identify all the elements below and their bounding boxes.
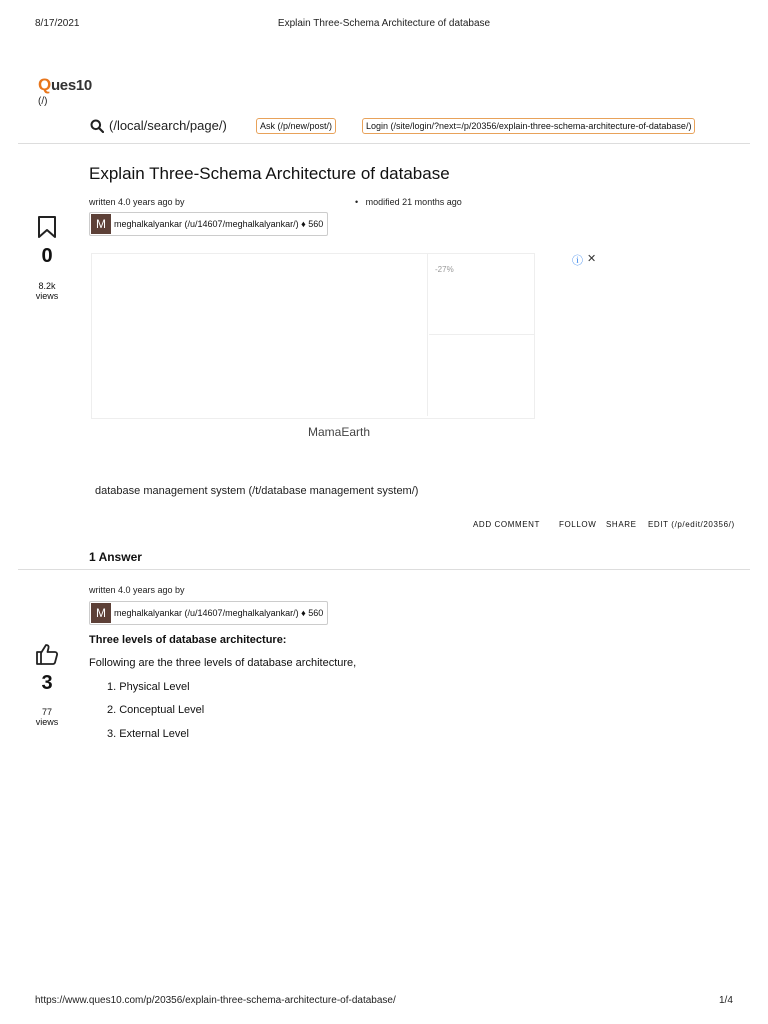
ad-image-side-top xyxy=(429,254,534,335)
author-name: meghalkalyankar (/u/14607/meghalkalyankar/) ♦ 560 xyxy=(114,219,324,229)
answers-count: 1 Answer xyxy=(89,550,142,564)
ad-controls xyxy=(572,252,596,268)
list-item: 2. Conceptual Level xyxy=(107,704,205,716)
answers-divider xyxy=(18,569,750,570)
ad-discount-badge: -27% xyxy=(435,265,454,274)
question-vote-count: 0 xyxy=(41,245,53,267)
edit-button[interactable]: EDIT (/p/edit/20356/) xyxy=(648,520,735,529)
home-link-text: (/) xyxy=(38,96,48,107)
question-author-card[interactable] xyxy=(89,212,328,236)
bookmark-icon[interactable] xyxy=(37,216,57,243)
logo: Ques10 xyxy=(38,75,92,94)
thumbs-up-icon[interactable] xyxy=(35,643,59,670)
list-item: 3. External Level xyxy=(107,728,189,740)
answer-author-card[interactable] xyxy=(89,601,328,625)
ad-image-main xyxy=(92,254,428,416)
ad-caption[interactable]: MamaEarth xyxy=(308,425,371,439)
ad-image-side-bottom xyxy=(429,336,534,416)
answer-intro: Following are the three levels of database architecture, xyxy=(89,657,357,669)
footer-page-number: 1/4 xyxy=(719,995,733,1006)
ask-button[interactable]: Ask (/p/new/post/) xyxy=(256,118,336,134)
question-title: Explain Three-Schema Architecture of database xyxy=(89,164,450,183)
answer-heading: Three levels of database architecture: xyxy=(89,634,287,646)
question-tag[interactable]: database management system (/t/database management system/) xyxy=(95,485,419,497)
search-link[interactable]: (/local/search/page/) xyxy=(90,118,227,133)
author-name: meghalkalyankar (/u/14607/meghalkalyankar/) ♦ 560 xyxy=(114,608,324,618)
question-written: written 4.0 years ago by xyxy=(89,197,185,207)
info-icon[interactable]: ⓘ xyxy=(572,255,583,267)
question-views: 8.2k views xyxy=(35,281,59,301)
answer-vote-count: 3 xyxy=(41,672,53,694)
footer-url: https://www.ques10.com/p/20356/explain-three-schema-architecture-of-database/ xyxy=(35,995,396,1006)
search-icon xyxy=(90,119,104,133)
question-modified: • modified 21 months ago xyxy=(355,197,462,207)
share-button[interactable]: SHARE xyxy=(606,520,637,529)
answer-written: written 4.0 years ago by xyxy=(89,585,185,595)
answer-views: 77 views xyxy=(35,707,59,727)
ad-container[interactable] xyxy=(91,253,535,419)
logo-link[interactable] xyxy=(38,75,92,107)
avatar: M xyxy=(91,214,111,234)
print-title: Explain Three-Schema Architecture of database xyxy=(277,18,491,29)
print-date: 8/17/2021 xyxy=(35,18,80,29)
close-icon[interactable]: ✕ xyxy=(587,253,597,265)
list-item: 1. Physical Level xyxy=(107,681,190,693)
header-divider xyxy=(18,143,750,144)
login-button[interactable]: Login (/site/login/?next=/p/20356/explain-three-schema-architecture-of-database/) xyxy=(362,118,695,134)
follow-button[interactable]: FOLLOW xyxy=(559,520,597,529)
avatar: M xyxy=(91,603,111,623)
add-comment-button[interactable]: ADD COMMENT xyxy=(473,520,541,529)
